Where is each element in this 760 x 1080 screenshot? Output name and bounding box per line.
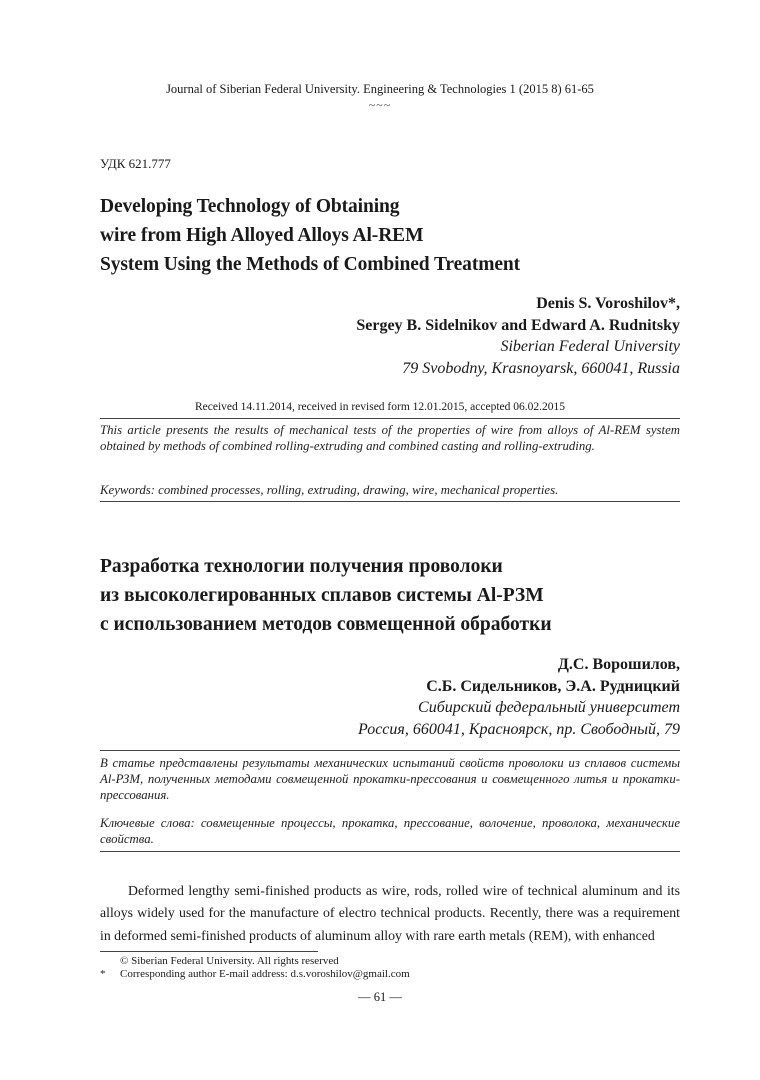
udk-code: УДК 621.777 [100,156,171,171]
russian-title-line: из высоколегированных сплавов системы Al-РЗМ [100,585,544,606]
address: 79 Svobodny, Krasnoyarsk, 660041, Russia [402,359,680,377]
ru-author-line-1: Д.С. Ворошилов, [557,656,680,673]
footnote-rule [100,951,318,952]
copyright-note: © Siberian Federal University. All rights reserved [120,955,339,967]
corresponding-author-note: Corresponding author E-mail address: d.s.voroshilov@gmail.com [120,968,410,980]
page-number: — 61 — [358,990,402,1004]
english-abstract: This article presents the results of mechanical tests of the properties of wire from alloys of Al-REM system obtained by methods of combined rolling-extruding and combined casting and rolling-extruding. [100,423,680,453]
english-title-line: wire from High Alloyed Alloys Al-REM [100,225,424,246]
english-authors [80,293,680,379]
russian-abstract: В статье представлены результаты механических испытаний свойств проволоки из сплавов системы Al-РЗМ, полученных методами совмещенной прокатки-прессования и совмещенного литья и прокатки-прессования. [100,756,680,802]
received-dates: Received 14.11.2014, received in revised form 12.01.2015, accepted 06.02.2015 [194,401,566,413]
ru-affiliation: Сибирский федеральный университет [418,699,680,716]
english-title [100,192,680,279]
ru-address: Россия, 660041, Красноярск, пр. Свободный, 79 [358,720,680,738]
body-paragraph: Deformed lengthy semi-finished products as wire, rods, rolled wire of technical aluminum and its alloys widely used for the manufacture of electro technical products. Recently, there was a requirement in deformed semi-finished products of aluminum alloy with rare earth metals (REM), with enhanced [100,883,680,943]
author-line-2: Sergey B. Sidelnikov and Edward A. Rudnitsky [356,316,680,334]
header-ornament: ~~~ [368,98,392,112]
affiliation: Siberian Federal University [500,338,680,355]
english-title-line: Developing Technology of Obtaining [100,196,400,217]
russian-title-line: Разработка технологии получения проволоки [100,556,503,577]
author-line-1: Denis S. Voroshilov*, [536,295,680,312]
abstract-bottom-rule [100,501,680,502]
ru-abstract-bottom-rule [100,851,680,852]
russian-authors [80,654,680,740]
russian-title-line: с использованием методов совмещенной обработки [100,614,552,635]
footnote-asterisk: * [100,968,106,980]
abstract-top-rule [100,418,680,419]
russian-keywords: Ключевые слова: совмещенные процессы, прокатка, прессование, волочение, проволока, механические свойства. [100,816,680,846]
journal-header: Journal of Siberian Federal University. Engineering & Technologies 1 (2015 8) 61-65 [166,82,594,96]
english-title-line: System Using the Methods of Combined Treatment [100,254,521,275]
english-keywords: Keywords: combined processes, rolling, extruding, drawing, wire, mechanical properties. [100,483,559,497]
russian-title [100,552,680,639]
ru-abstract-top-rule [100,750,680,751]
ru-author-line-2: С.Б. Сидельников, Э.А. Рудницкий [426,677,680,695]
